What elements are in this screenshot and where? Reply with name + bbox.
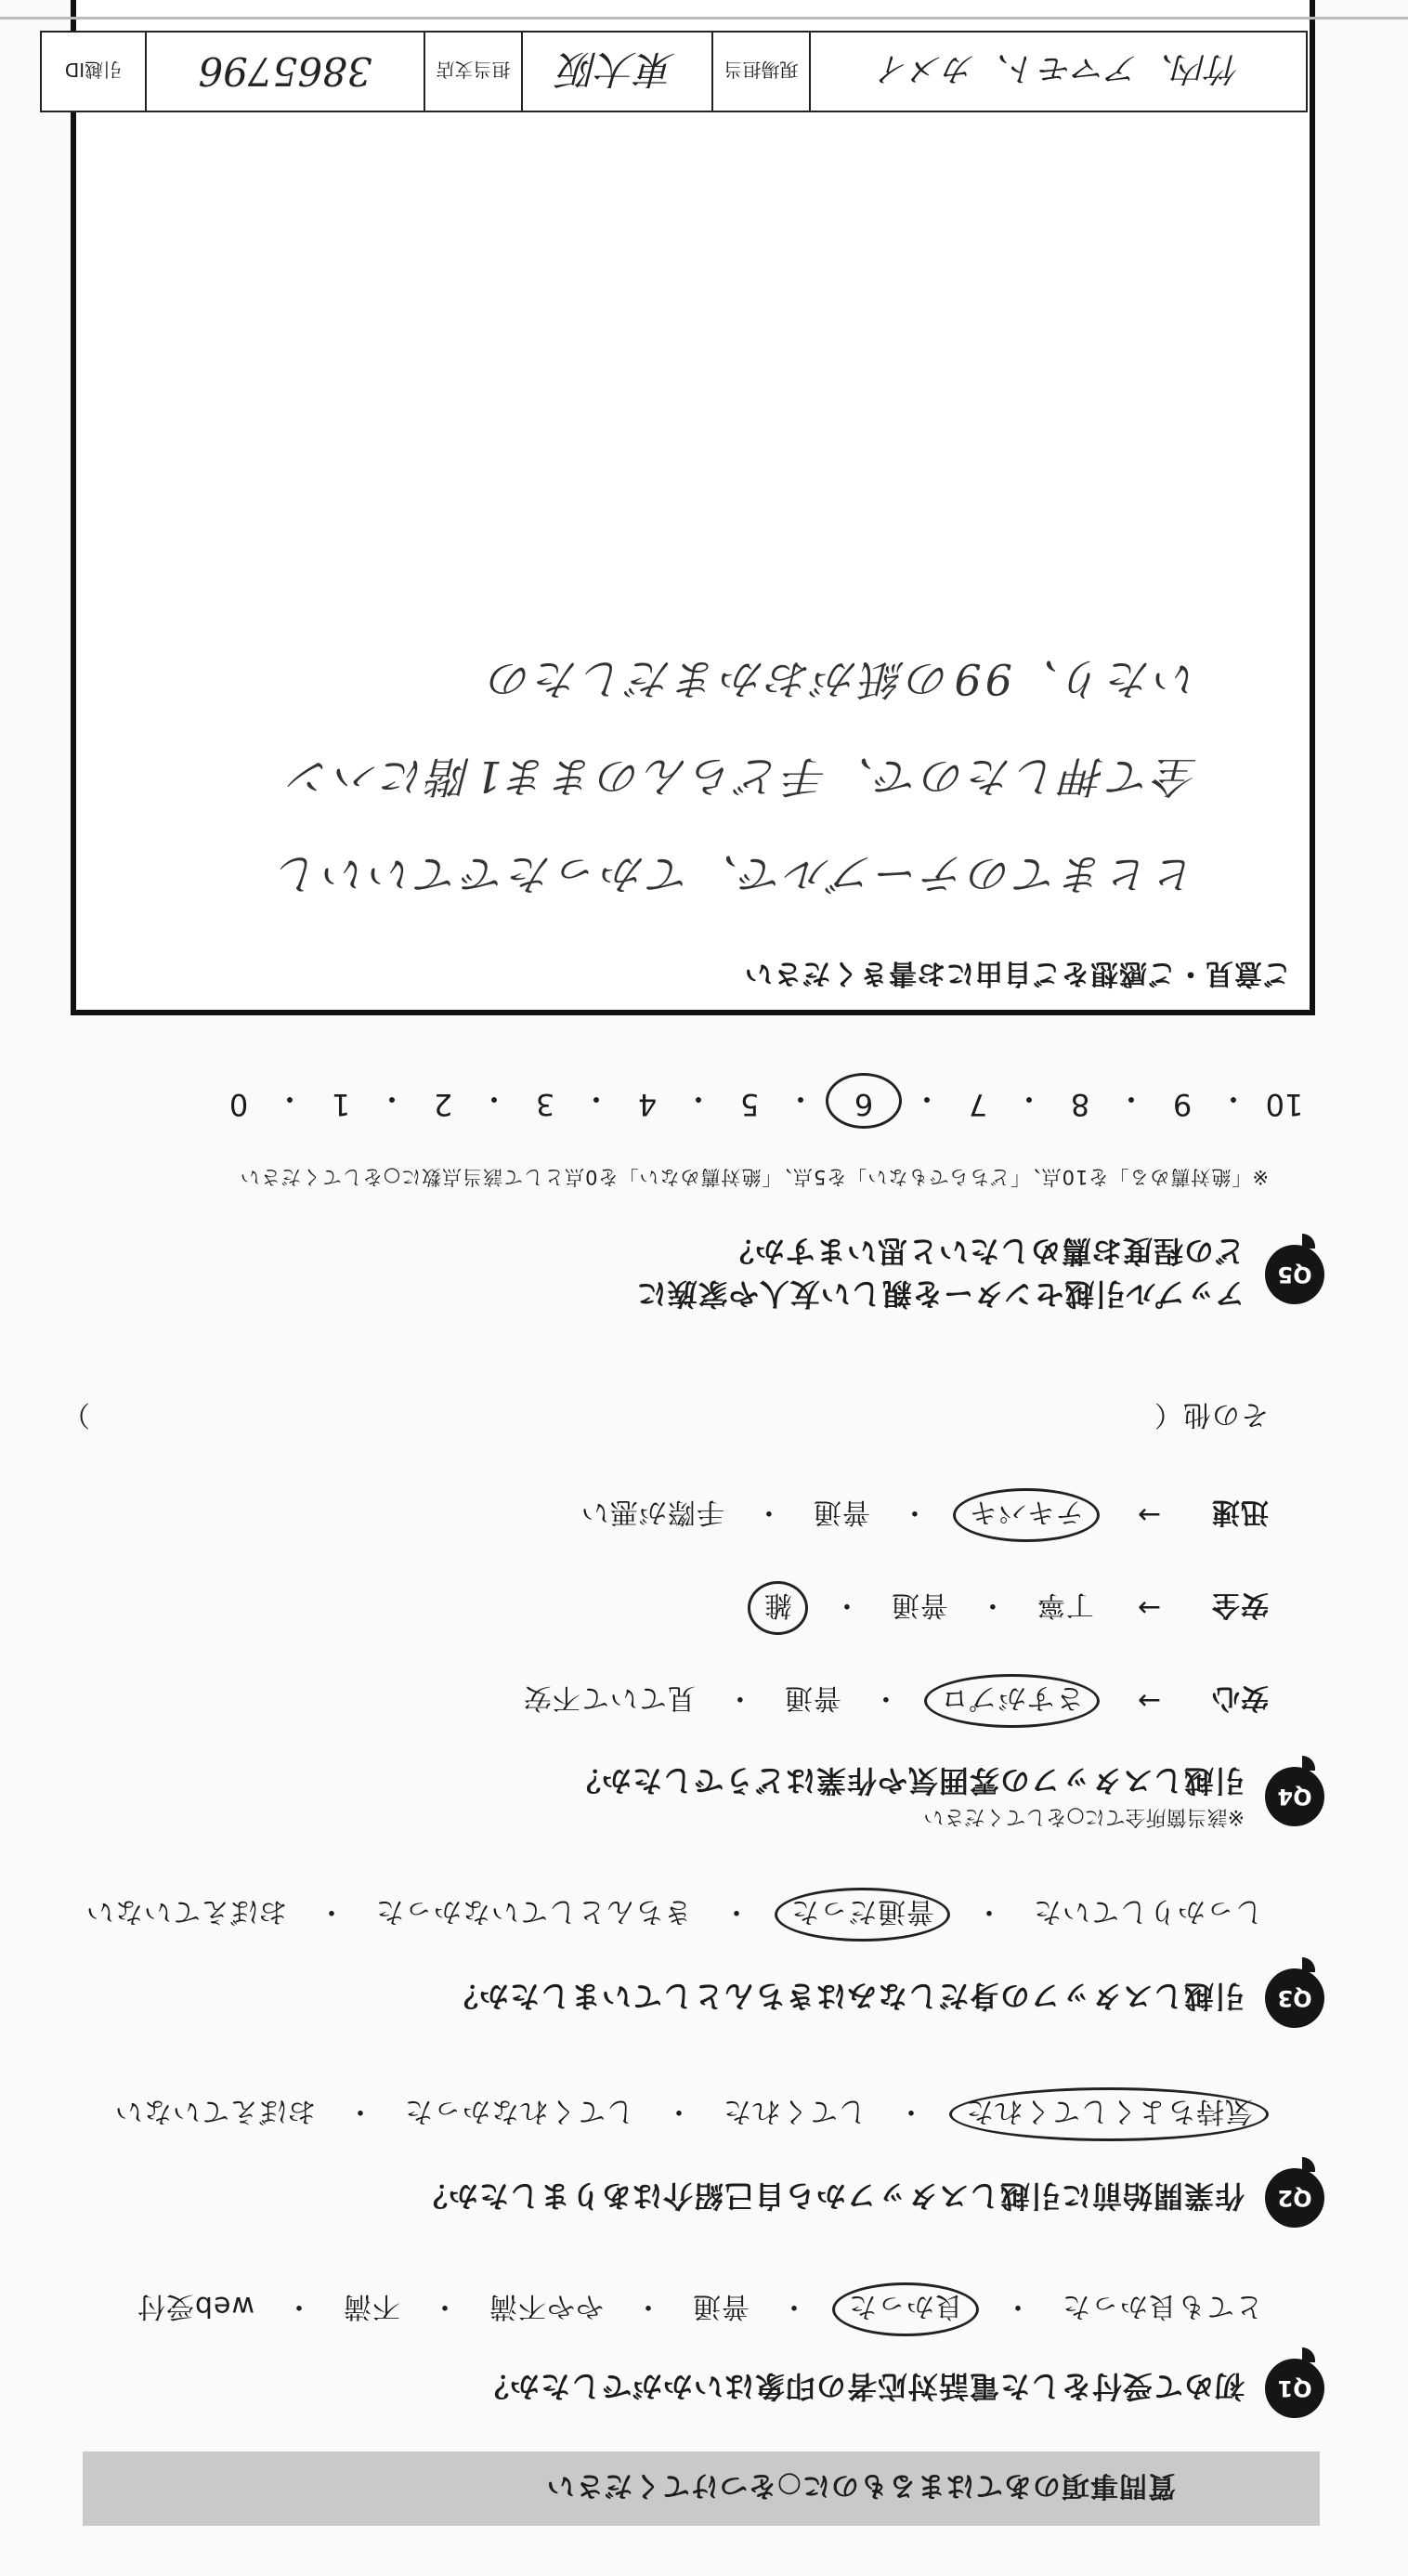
scale-point-selected[interactable]: 6	[826, 1073, 902, 1129]
branch-label: 担当支店	[436, 59, 511, 82]
q2-option[interactable]: してくれなかった	[404, 2095, 634, 2127]
info-bar	[40, 31, 1308, 112]
question-q1	[478, 2359, 1324, 2418]
q5-badge: Q5	[1265, 1245, 1324, 1304]
q5-note: ※「絶対薦める」を10点、「どちらでもない」を5点、「絶対薦めない」を0点として該当点数に○をしてください	[239, 1166, 1269, 1188]
q4-row-label: 迅速	[1211, 1496, 1269, 1528]
q4-badge: Q4	[1265, 1768, 1324, 1827]
scale-point[interactable]: 2	[433, 1087, 453, 1122]
comment-title: ご意見・ご感想をご自由にお書きください	[744, 957, 1291, 989]
scale-point[interactable]: 1	[331, 1087, 351, 1122]
scale-point[interactable]: 0	[228, 1087, 249, 1122]
q4-row-label: 安心	[1211, 1681, 1269, 1714]
q1-options: とても良かった ・ 良かった ・ 普通 ・ やや不満 ・ 不満 ・ web受付	[131, 2289, 1269, 2330]
question-q3	[448, 1968, 1324, 2028]
question-q2	[417, 2168, 1324, 2228]
instruction-banner: 質問事項のあてはまるものに○をつけてください	[83, 2452, 1320, 2526]
q1-option[interactable]: やや不満	[489, 2290, 604, 2322]
q2-text: 作業開始前に引越しスタッフから自己紹介はありましたか？	[416, 2178, 1245, 2214]
staff-label-cell	[711, 33, 809, 111]
q4-other	[61, 1397, 1269, 1438]
handwritten-line: ヒヒまてのテーブルで、てかったでていいし	[274, 849, 1198, 899]
q3-option[interactable]: おぼえていない	[85, 1895, 287, 1928]
q2-option-selected[interactable]: 気持ちよくしてくれた	[949, 2087, 1269, 2141]
q5-text-line2: どの程度お薦めしたいと思いますか？	[723, 1234, 1245, 1269]
q4-option[interactable]: 普通	[812, 1496, 870, 1528]
scale-point[interactable]: 8	[1070, 1087, 1090, 1122]
staff-value-cell[interactable]	[809, 33, 1306, 111]
q4-option-selected[interactable]: テキパキ	[953, 1488, 1100, 1542]
q4-option-selected[interactable]: さすがプロ	[924, 1674, 1100, 1728]
branch-value: 東大阪	[558, 46, 676, 92]
scale-point[interactable]: 7	[968, 1087, 988, 1122]
q1-option-selected[interactable]: 良かった	[832, 2282, 979, 2336]
q1-badge: Q1	[1265, 2359, 1324, 2418]
q4-option[interactable]: 丁寧	[1036, 1589, 1094, 1621]
question-q5	[636, 1232, 1324, 1317]
staff-value: 竹内、アマモト、カメイ	[876, 49, 1241, 88]
q2-badge: Q2	[1265, 2168, 1324, 2228]
id-value: 3865796	[198, 48, 372, 95]
q1-text: 初めて受付をした電話対応者の印象はいかがでしたか？	[477, 2369, 1245, 2404]
q4-option[interactable]: 見ていて不安	[522, 1681, 696, 1714]
q2-options: 気持ちよくしてくれた ・ してくれた ・ してくれなかった ・ おぼえていない	[109, 2094, 1269, 2135]
q3-option-selected[interactable]: 普通だった	[775, 1888, 950, 1942]
q4-row-anshin: 安心 → さすがプロ ・ 普通 ・ 見ていて不安	[517, 1680, 1269, 1721]
id-label-cell	[42, 33, 145, 111]
q4-row-anzen: 安全 → 丁寧 ・ 普通 ・ 雑	[748, 1588, 1269, 1628]
q1-option[interactable]: 普通	[692, 2290, 750, 2322]
scale-point[interactable]: 10	[1265, 1087, 1304, 1122]
scale-point[interactable]: 3	[535, 1087, 555, 1122]
scale-point[interactable]: 4	[637, 1087, 658, 1122]
handwritten-line: 全て押したので、手どらんのまま1階にハン	[285, 752, 1198, 802]
scale-point[interactable]: 5	[739, 1087, 760, 1122]
q3-badge: Q3	[1265, 1968, 1324, 2028]
branch-label-cell	[424, 33, 521, 111]
q3-text: 引越しスタッフの身だしなみはきちんとしていましたか？	[447, 1979, 1245, 2014]
branch-value-cell[interactable]	[521, 33, 711, 111]
q1-option[interactable]: とても良かった	[1062, 2290, 1263, 2322]
q5-scale: 10 ・ 9 ・ 8 ・ 7 ・ 6 ・ 5 ・ 4 ・ 3 ・ 2 ・ 1 ・ 0	[213, 1079, 1310, 1122]
scan-edge	[0, 17, 1408, 20]
q4-row-jinsoku: 迅速 → テキパキ ・ 普通 ・ 手際が悪い	[575, 1495, 1269, 1536]
comment-box[interactable]	[71, 0, 1315, 1015]
question-q4	[570, 1761, 1324, 1833]
q4-note: ※該当箇所全てに○をしてください	[923, 1805, 1245, 1828]
q4-other-close: ）	[61, 1398, 90, 1431]
id-label: 引越ID	[64, 59, 123, 82]
q1-option[interactable]: web受付	[136, 2290, 254, 2322]
q4-option[interactable]: 普通	[783, 1681, 841, 1714]
q4-row-label: 安全	[1211, 1589, 1269, 1621]
q3-option[interactable]: しっかりしていた	[1033, 1895, 1263, 1928]
q4-text: 引越しスタッフの雰囲気や作業はどうでしたか？	[569, 1763, 1245, 1798]
q4-option[interactable]: 手際が悪い	[580, 1496, 724, 1528]
q1-option[interactable]: 不満	[343, 2290, 400, 2322]
scale-point[interactable]: 9	[1172, 1087, 1193, 1122]
q3-options: しっかりしていた ・ 普通だった ・ きちんとしていなかった ・ おぼえていない	[80, 1894, 1269, 1935]
q2-option[interactable]: おぼえていない	[114, 2095, 316, 2127]
q5-text-line1: アップル引越センターを親しい友人や家族に	[635, 1276, 1245, 1312]
staff-label: 現場担当	[724, 59, 799, 82]
q3-option[interactable]: きちんとしていなかった	[375, 1895, 692, 1928]
q2-option[interactable]: してくれた	[723, 2095, 867, 2127]
id-value-cell[interactable]	[145, 33, 424, 111]
q4-option[interactable]: 普通	[890, 1589, 948, 1621]
q4-other-label: その他（	[1154, 1398, 1269, 1431]
q4-option-selected[interactable]: 雑	[748, 1581, 808, 1635]
handwritten-line: いたり、99の紙がおかまだしたの	[486, 654, 1198, 704]
